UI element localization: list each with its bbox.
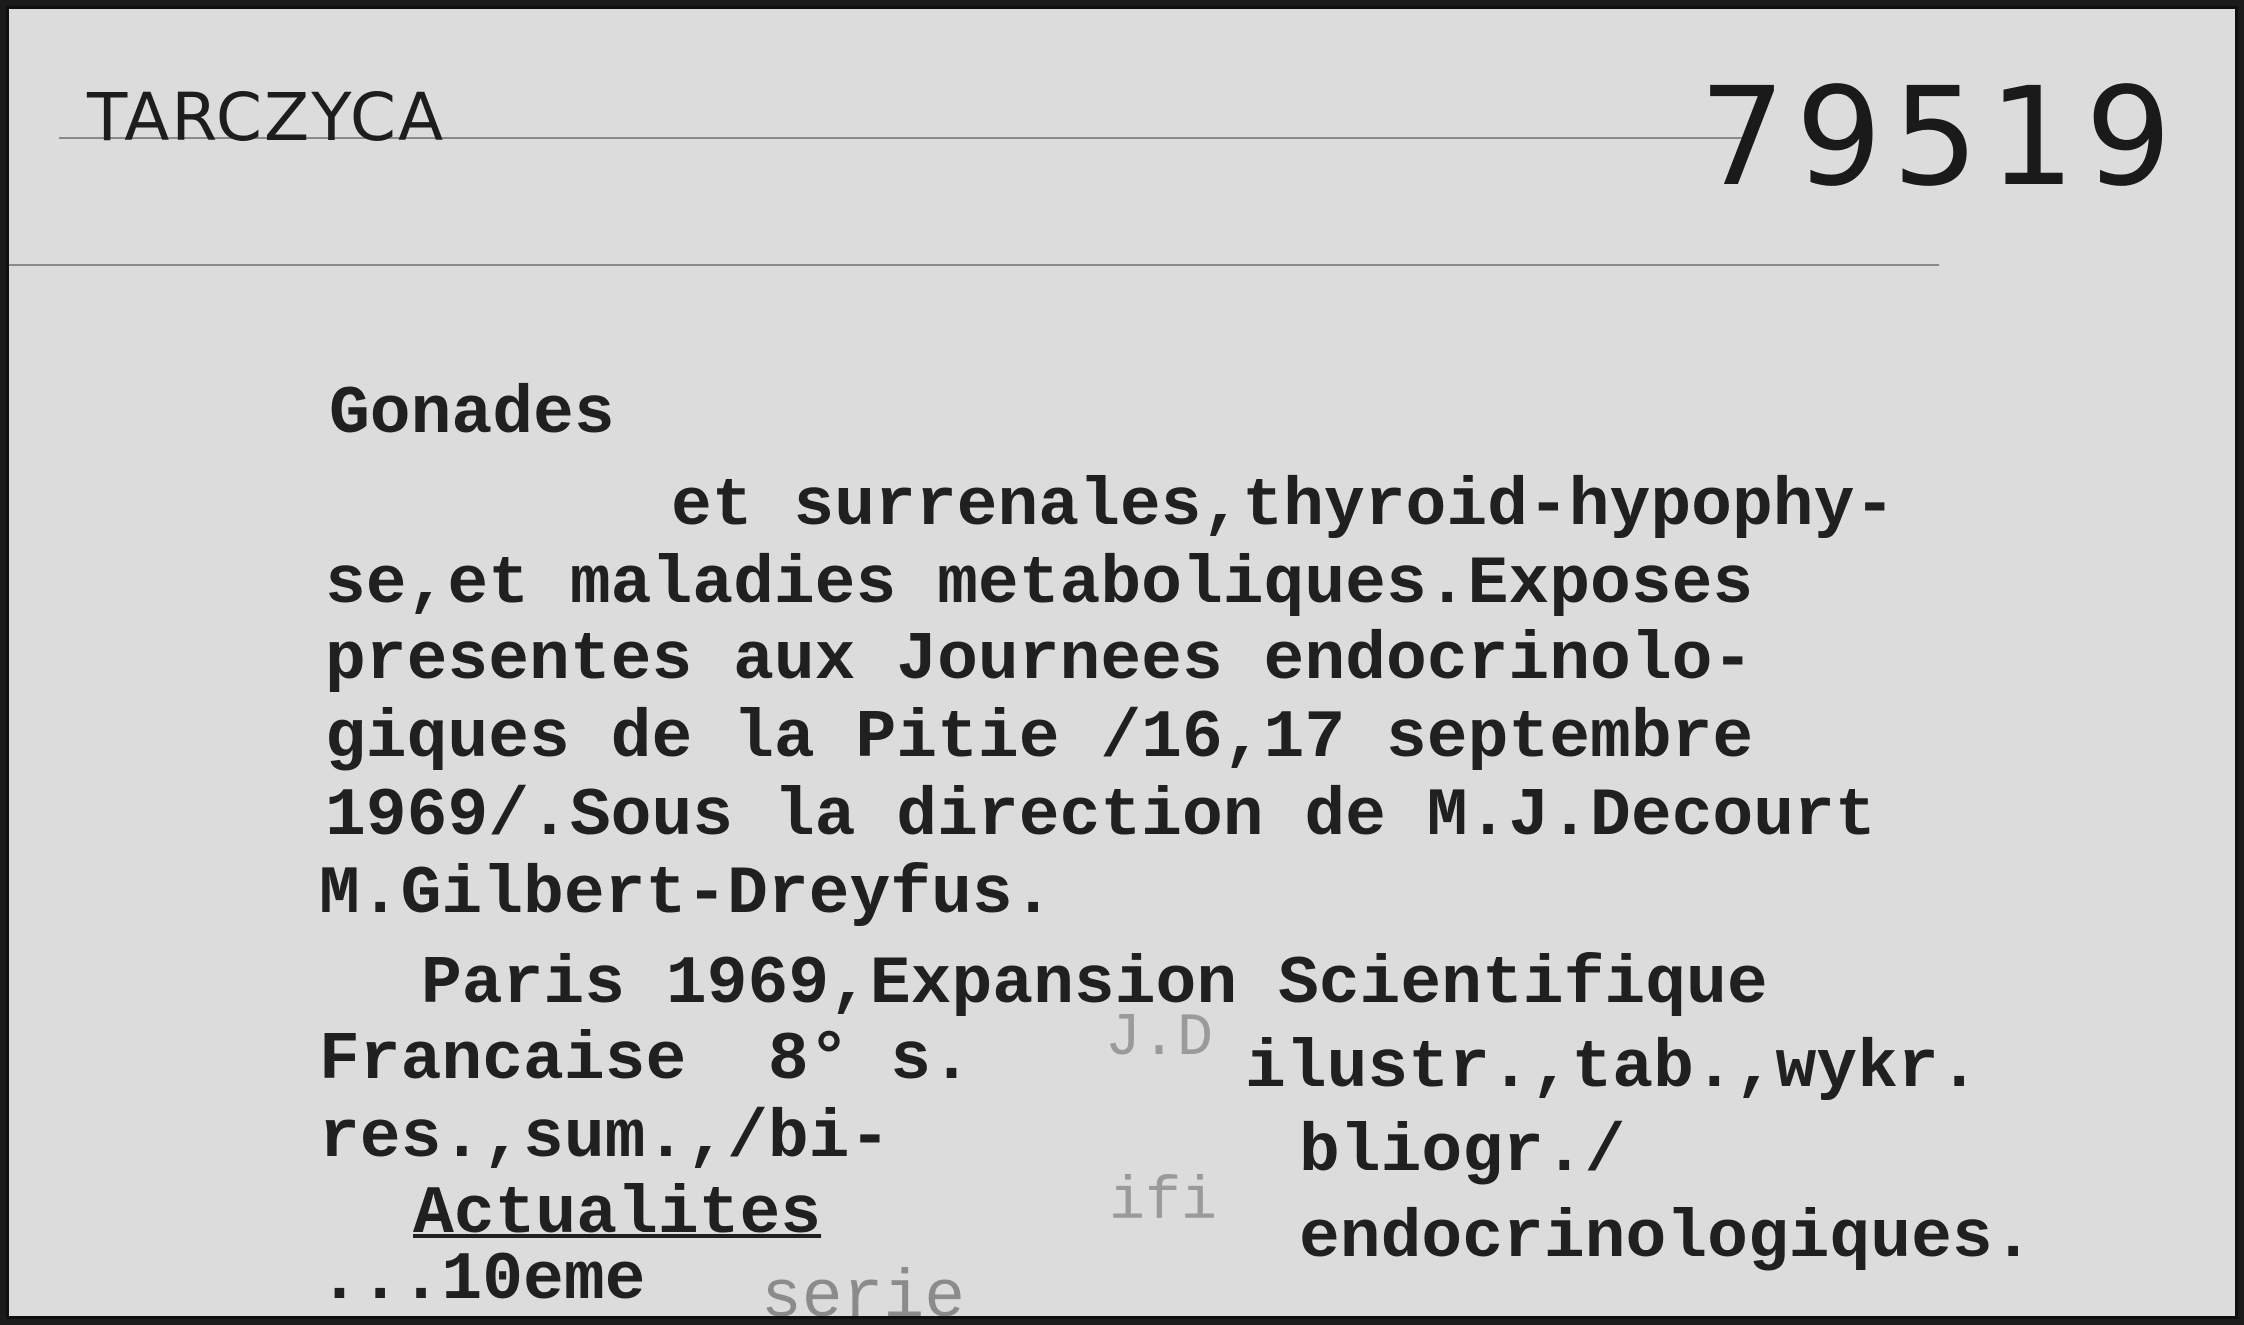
entry-line: Francaise 8° s. xyxy=(319,1022,972,1099)
entry-line: presentes aux Journees endocrinolo- xyxy=(325,622,1754,699)
library-stamp-fragment: J.D xyxy=(1105,1005,1214,1073)
entry-line: 1969/.Sous la direction de M.J.Decourt xyxy=(325,778,1876,855)
catalog-number: 79519 xyxy=(1699,59,2182,217)
entry-line: serie xyxy=(761,1260,966,1319)
entry-line: ilustr.,tab.,wykr. xyxy=(1245,1030,1980,1107)
catalog-card xyxy=(6,6,2238,1319)
entry-line: res.,sum.,/bi- xyxy=(319,1100,891,1177)
entry-line: endocrinologiques. xyxy=(1299,1200,2034,1277)
entry-line: Paris 1969,Expansion Scientifique xyxy=(421,946,1768,1023)
subject-heading: TARCZYCA xyxy=(87,79,446,156)
series-title: Actualites xyxy=(413,1176,822,1253)
entry-line: bliogr./ xyxy=(1299,1114,1626,1191)
entry-line: ...10eme xyxy=(319,1242,646,1319)
entry-line: M.Gilbert-Dreyfus. xyxy=(319,856,1054,933)
card-rule xyxy=(9,264,1939,266)
entry-line: se,et maladies metaboliques.Exposes xyxy=(325,546,1754,623)
entry-line: et surrenales,thyroid-hypophy- xyxy=(671,468,1896,545)
entry-line: giques de la Pitie /16,17 septembre xyxy=(325,700,1754,777)
library-stamp-fragment: ifi xyxy=(1109,1169,1218,1237)
entry-line: Gonades xyxy=(329,376,615,453)
